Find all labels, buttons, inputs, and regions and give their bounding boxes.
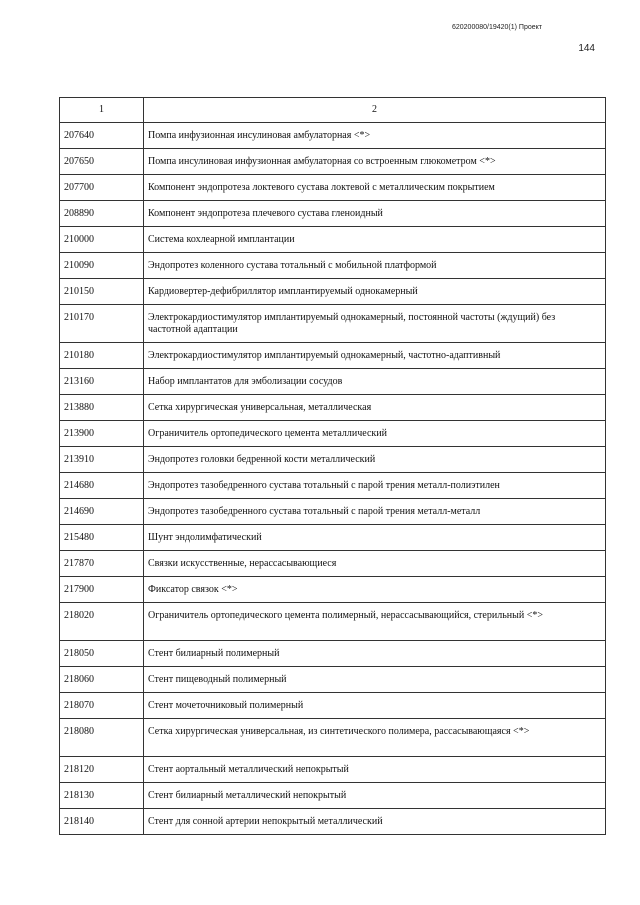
cell-description: Набор имплантатов для эмболизации сосудов: [144, 369, 606, 395]
cell-description: Электрокардиостимулятор имплантируемый однокамерный, частотно-адаптивный: [144, 343, 606, 369]
table-row: [60, 499, 606, 525]
table-row: [60, 603, 606, 641]
cell-description: Компонент эндопротеза плечевого сустава гленоидный: [144, 201, 606, 227]
table-row: [60, 757, 606, 783]
cell-code: 210000: [60, 227, 144, 253]
cell-description: Эндопротез тазобедренного сустава тотальный с парой трения металл-металл: [144, 499, 606, 525]
cell-description: Электрокардиостимулятор имплантируемый однокамерный, постоянной частоты (ждущий) без частотной адаптации: [144, 305, 606, 343]
cell-code: 210090: [60, 253, 144, 279]
cell-description: Эндопротез коленного сустава тотальный с мобильной платформой: [144, 253, 606, 279]
table-row: [60, 577, 606, 603]
column-header-code: 1: [60, 98, 144, 123]
table-row: [60, 693, 606, 719]
table-row: [60, 201, 606, 227]
cell-code: 214690: [60, 499, 144, 525]
table-row: [60, 343, 606, 369]
cell-description: Ограничитель ортопедического цемента металлический: [144, 421, 606, 447]
table-row: [60, 227, 606, 253]
cell-description: Эндопротез головки бедренной кости металлический: [144, 447, 606, 473]
table-body: [60, 123, 606, 835]
cell-code: 218130: [60, 783, 144, 809]
cell-code: 217900: [60, 577, 144, 603]
cell-code: 207640: [60, 123, 144, 149]
table-row: [60, 473, 606, 499]
table-row: [60, 149, 606, 175]
table-row: [60, 421, 606, 447]
cell-code: 207650: [60, 149, 144, 175]
cell-description: Шунт эндолимфатический: [144, 525, 606, 551]
cell-code: 218140: [60, 809, 144, 835]
table-row: [60, 123, 606, 149]
cell-code: 218080: [60, 719, 144, 757]
cell-description: Помпа инсулиновая инфузионная амбулаторная со встроенным глюкометром <*>: [144, 149, 606, 175]
table-row: [60, 395, 606, 421]
table-row: [60, 525, 606, 551]
cell-description: Сетка хирургическая универсальная, из синтетического полимера, рассасывающаяся <*>: [144, 719, 606, 757]
cell-code: 213900: [60, 421, 144, 447]
cell-code: 215480: [60, 525, 144, 551]
table-row: [60, 667, 606, 693]
cell-code: 208890: [60, 201, 144, 227]
table-row: [60, 641, 606, 667]
table-row: [60, 175, 606, 201]
page-number: 144: [578, 43, 595, 54]
table-row: [60, 279, 606, 305]
cell-code: 210180: [60, 343, 144, 369]
cell-description: Стент билиарный металлический непокрытый: [144, 783, 606, 809]
cell-description: Стент билиарный полимерный: [144, 641, 606, 667]
cell-description: Фиксатор связок <*>: [144, 577, 606, 603]
cell-code: 213880: [60, 395, 144, 421]
cell-code: 217870: [60, 551, 144, 577]
cell-description: Стент пищеводный полимерный: [144, 667, 606, 693]
cell-description: Ограничитель ортопедического цемента полимерный, нерассасывающийся, стерильный <*>: [144, 603, 606, 641]
cell-description: Стент мочеточниковый полимерный: [144, 693, 606, 719]
table-row: [60, 305, 606, 343]
cell-description: Стент аортальный металлический непокрытый: [144, 757, 606, 783]
table-row: [60, 369, 606, 395]
cell-code: 218060: [60, 667, 144, 693]
cell-code: 218020: [60, 603, 144, 641]
cell-description: Эндопротез тазобедренного сустава тотальный с парой трения металл-полиэтилен: [144, 473, 606, 499]
table-row: [60, 551, 606, 577]
cell-code: 210170: [60, 305, 144, 343]
table-row: [60, 253, 606, 279]
cell-description: Кардиовертер-дефибриллятор имплантируемый однокамерный: [144, 279, 606, 305]
cell-description: Компонент эндопротеза локтевого сустава локтевой с металлическим покрытием: [144, 175, 606, 201]
cell-code: 214680: [60, 473, 144, 499]
column-header-description: 2: [144, 98, 606, 123]
cell-description: Сетка хирургическая универсальная, металлическая: [144, 395, 606, 421]
cell-code: 210150: [60, 279, 144, 305]
table-row: [60, 783, 606, 809]
device-table: [59, 97, 606, 835]
document-id: 620200080/19420(1) Проект: [451, 24, 542, 31]
table-row: [60, 719, 606, 757]
cell-code: 218050: [60, 641, 144, 667]
cell-code: 213910: [60, 447, 144, 473]
table-row: [60, 809, 606, 835]
cell-code: 218120: [60, 757, 144, 783]
cell-description: Система кохлеарной имплантации: [144, 227, 606, 253]
cell-description: Помпа инфузионная инсулиновая амбулаторная <*>: [144, 123, 606, 149]
cell-code: 213160: [60, 369, 144, 395]
cell-code: 207700: [60, 175, 144, 201]
cell-code: 218070: [60, 693, 144, 719]
cell-description: Связки искусственные, нерассасывающиеся: [144, 551, 606, 577]
table-header-row: [60, 98, 606, 123]
cell-description: Стент для сонной артерии непокрытый металлический: [144, 809, 606, 835]
table-row: [60, 447, 606, 473]
